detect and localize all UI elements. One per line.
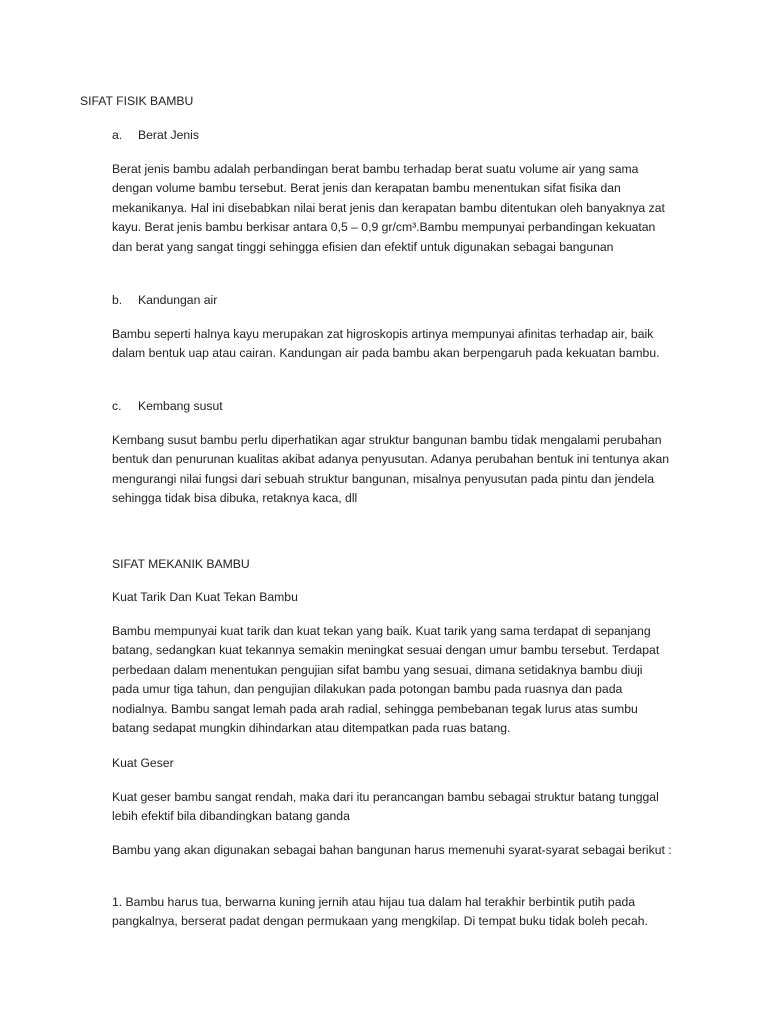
physical-properties-heading: SIFAT FISIK BAMBU: [80, 94, 194, 108]
section-c-paragraph: Kembang susut bambu perlu diperhatikan agar struktur bangunan bambu tidak mengalami perubahan bentuk dan penurunan kualitas akibat adanya penyusutan. Adanya perubahan bentuk ini tentunya akan mengurangi nilai fungsi dari sebuah struktur bangunan, misalnya penyusutan pada pintu dan jendela sehingga tidak bisa dibuka, retaknya kaca, dll: [112, 433, 669, 506]
mechanical-properties-heading: SIFAT MEKANIK BAMBU: [112, 557, 250, 571]
section-a-letter: a.: [112, 128, 123, 142]
section-a-heading: [112, 126, 672, 145]
requirement-item-1: 1. Bambu harus tua, berwarna kuning jernih atau hijau tua dalam hal terakhir berbintik putih pada pangkalnya, berserat padat dengan permukaan yang mengkilap. Di tempat buku tidak boleh pecah.: [112, 895, 648, 929]
requirements-intro-paragraph: Bambu yang akan digunakan sebagai bahan bangunan harus memenuhi syarat-syarat sebagai berikut :: [112, 843, 672, 857]
section-a-title: Berat Jenis: [138, 128, 199, 142]
section-b-letter: b.: [112, 293, 123, 307]
section-c-title: Kembang susut: [138, 399, 223, 413]
shear-strength-paragraph: Kuat geser bambu sangat rendah, maka dari itu perancangan bambu sebagai struktur batang tunggal lebih efektif bila dibandingkan batang ganda: [112, 790, 659, 824]
section-b-heading: [112, 291, 672, 310]
section-b-title: Kandungan air: [138, 293, 218, 307]
section-c-letter: c.: [112, 399, 122, 413]
tensile-compressive-heading: Kuat Tarik Dan Kuat Tekan Bambu: [112, 590, 298, 604]
tensile-compressive-paragraph: Bambu mempunyai kuat tarik dan kuat tekan yang baik. Kuat tarik yang sama terdapat di sepanjang batang, sedangkan kuat tekannya semakin meningkat sesuai dengan umur bambu tersebut. Terdapat perbedaan dalam menentukan pengujian sifat bambu yang sesuai, dimana setidaknya bambu diuji pada umur tiga tahun, dan pengujian dilakukan pada potongan bambu pada ruasnya dan pada nodialnya. Bambu sangat lemah pada arah radial, sehingga pembebanan tegak lurus atas sumbu batang sedapat mungkin dihindarkan atau ditempatkan pada ruas batang.: [112, 624, 660, 736]
section-a-paragraph: Berat jenis bambu adalah perbandingan berat bambu terhadap berat suatu volume air yang sama dengan volume bambu tersebut. Berat jenis dan kerapatan bambu menentukan sifat fisika dan mekanikanya. Hal ini disebabkan nilai berat jenis dan kerapatan bambu ditentukan oleh banyaknya zat kayu. Berat jenis bambu berkisar antara 0,5 – 0,9 gr/cm³.Bambu mempunyai perbandingan kekuatan dan berat yang sangat tinggi sehingga efisien dan efektif untuk digunakan sebagai bangunan: [112, 162, 665, 254]
section-c-heading: [112, 397, 672, 416]
shear-strength-heading: Kuat Geser: [112, 756, 174, 770]
section-b-paragraph: Bambu seperti halnya kayu merupakan zat higroskopis artinya mempunyai afinitas terhadap air, baik dalam bentuk uap atau cairan. Kandungan air pada bambu akan berpengaruh pada kekuatan bambu.: [112, 327, 660, 361]
